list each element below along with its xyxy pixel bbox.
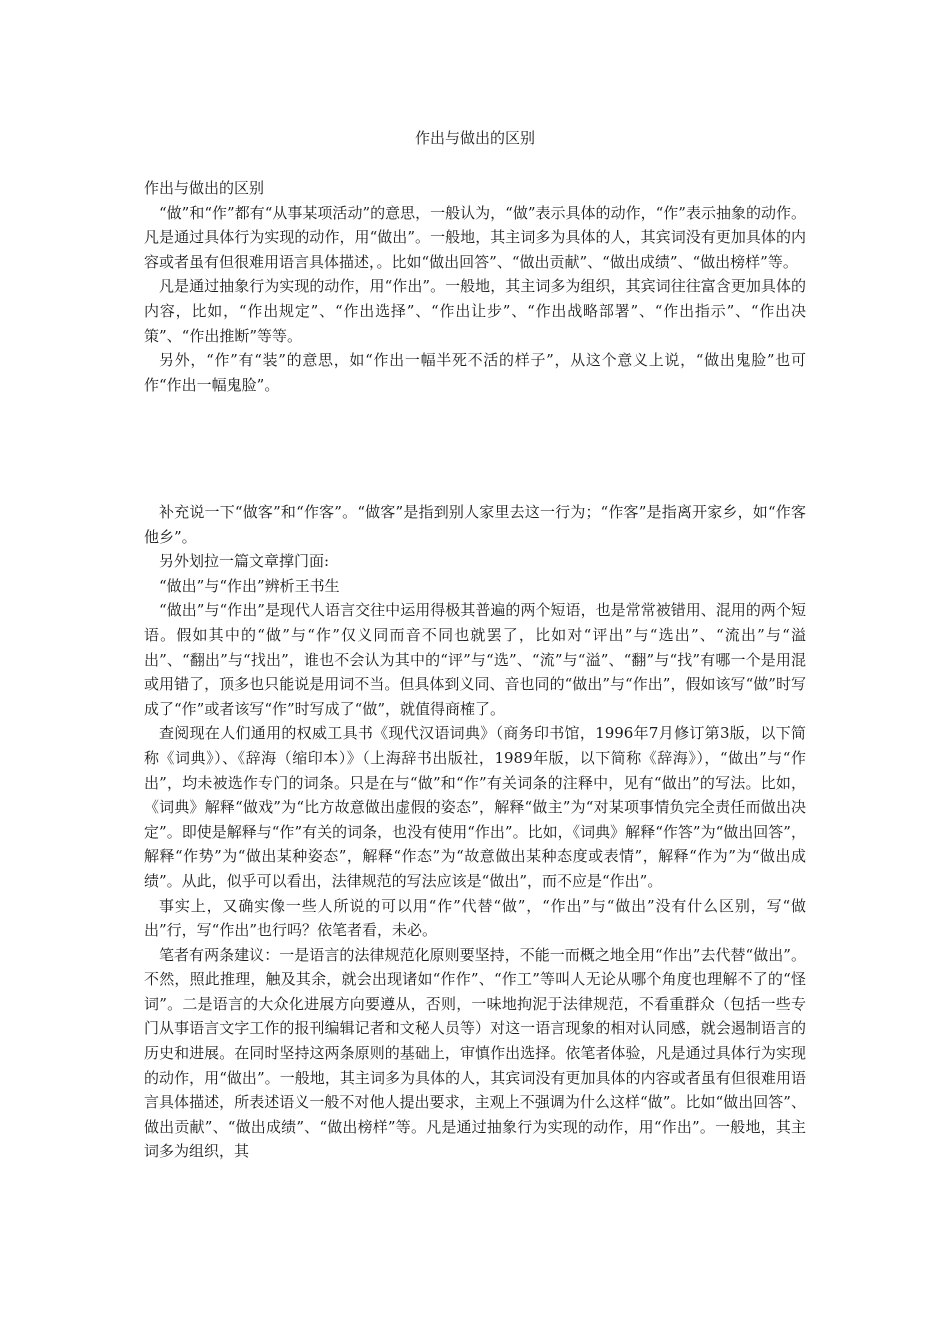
paragraph: 另外，“作”有“装”的意思，如“作出一幅半死不活的样子”，从这个意义上说，“做出鬼脸”也可作“作出一幅鬼脸”。	[144, 351, 806, 394]
section-two	[144, 500, 806, 1164]
section-one	[144, 176, 806, 397]
paragraph: 查阅现在人们通用的权威工具书《现代汉语词典》（商务印书馆，1996年7月修订第3版，以下简称《词典》）、《辞海（缩印本）》（上海辞书出版社，1989年版，以下简称《辞海》），“做出”与“作出”，均未被选作专门的词条。只是在与“做”和“作”有关词条的注释中，见有“做出”的写法。比如，《词典》解释“做戏”为“比方故意做出虚假的姿态”，解释“做主”为“对某项事情负完全责任而做出决定”。即使是解释与“作”有关的词条，也没有使用“作出”。比如，《词典》解释“作答”为“做出回答”，解释“作势”为“做出某种姿态”，解释“作态”为“故意做出某种态度或表情”，解释“作为”为“做出成绩”。从此，似乎可以看出，法律规范的写法应该是“做出”，而不应是“作出”。	[144, 724, 806, 890]
paragraph: 另外划拉一篇文章撑门面:	[159, 552, 330, 571]
paragraph: “做出”与“作出”是现代人语言交往中运用得极其普遍的两个短语，也是常常被错用、混用的两个短语。假如其中的“做”与“作”仅义同而音不同也就罢了，比如对“评出”与“选出”、“流出”与“溢出”、“翻出”与“找出”，谁也不会认为其中的“评”与“选”、“流”与“溢”、“翻”与“找”有哪一个是用混或用错了，顶多也只能说是用词不当。但具体到义同、音也同的“做出”与“作出”，假如该写“做”时写成了“作”或者该写“作”时写成了“做”，就值得商榷了。	[144, 601, 806, 718]
paragraph: 凡是通过抽象行为实现的动作，用“作出”。一般地，其主词多为组织，其宾词往往富含更加具体的内容，比如，“作出规定”、“作出选择”、“作出让步”、“作出战略部署”、“作出指示”、“作出决策”、“作出推断”等等。	[144, 277, 806, 345]
paragraph: “做”和“作”都有“从事某项活动”的意思，一般认为，“做”表示具体的动作，“作”表示抽象的动作。凡是通过具体行为实现的动作，用“做出”。一般地，其主词多为具体的人，其宾词没有更加具体的内容或者虽有但很难用语言具体描述，。比如“做出回答”、“做出贡献”、“做出成绩”、“做出榜样”等。	[144, 203, 806, 271]
article-title: “做出”与“作出”辨析王书生	[159, 576, 340, 595]
section-heading: 作出与做出的区别	[144, 179, 265, 197]
paragraph: 事实上，又确实像一些人所说的可以用“作”代替“做”，“作出”与“做出”没有什么区别，写“做出”行，写“作出”也行吗？依笔者看，未必。	[144, 896, 806, 940]
paragraph: 笔者有两条建议：一是语言的法律规范化原则要坚持，不能一而概之地全用“作出”去代替“做出”。不然，照此推理，触及其余，就会出现诸如“作作”、“作工”等叫人无论从哪个角度也理解不了的“怪词”。二是语言的大众化进展方向要遵从，否则，一味地拘泥于法律规范，不看重群众（包括一些专门从事语言文字工作的报刊编辑记者和文秘人员等）对这一语言现象的相对认同感，就会遏制语言的历史和进展。在同时坚持这两条原则的基础上，审慎作出选择。依笔者体验，凡是通过具体行为实现的动作，用“做出”。一般地，其主词多为具体的人，其宾词没有更加具体的内容或者虽有但很难用语言具体描述，所表述语义一般不对他人提出要求，主观上不强调为什么这样“做”。比如“做出回答”、做出贡献”、“做出成绩”、“做出榜样”等。凡是通过抽象行为实现的动作，用“作出”。一般地，其主词多为组织，其	[144, 945, 806, 1161]
paragraph: 补充说一下“做客”和“作客”。“做客”是指到别人家里去这一行为；“作客”是指离开家乡，如“作客他乡”。	[144, 503, 806, 546]
document-title: 作出与做出的区别	[414, 129, 535, 147]
